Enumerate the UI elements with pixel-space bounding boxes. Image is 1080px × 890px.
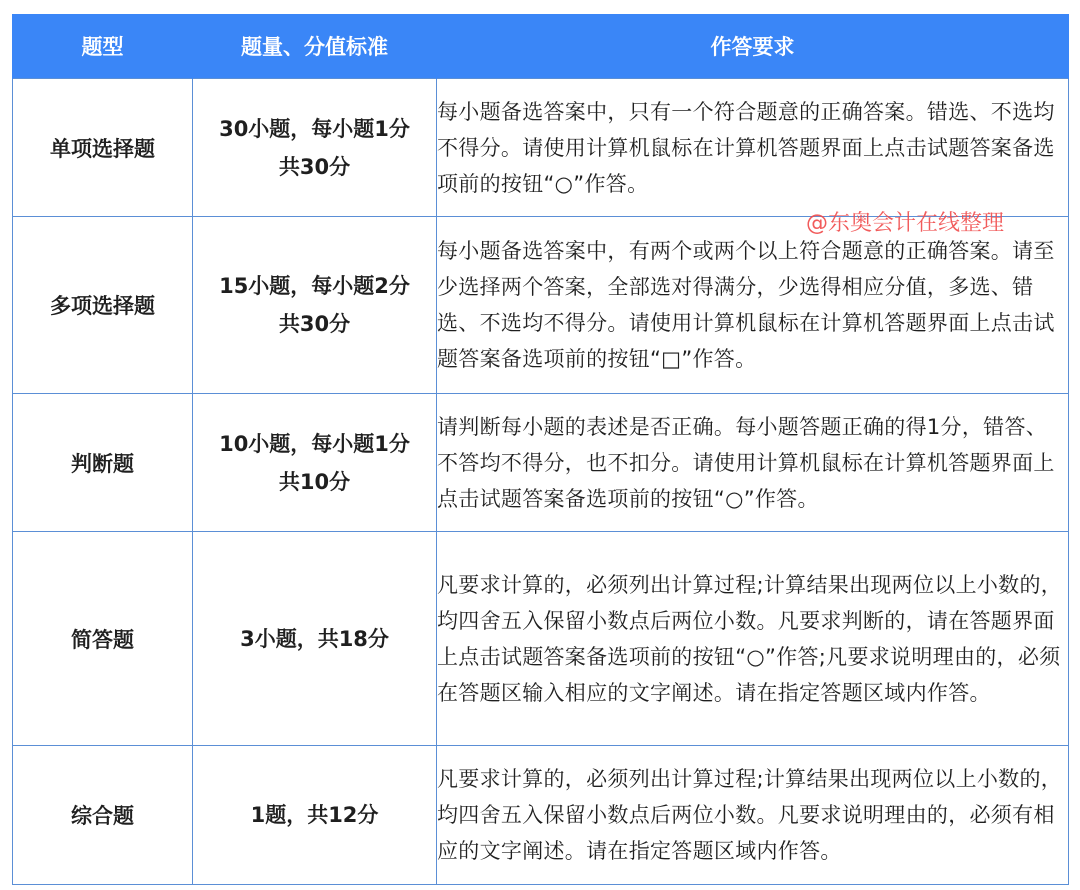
table-header-row	[13, 14, 1069, 79]
watermark: @东奥会计在线整理	[806, 211, 1005, 236]
score-line: 15小题，每小题2分	[219, 274, 410, 298]
table-row	[13, 532, 1069, 746]
row-requirement: 凡要求计算的，必须列出计算过程;计算结果出现两位以上小数的，均四舍五入保留小数点后两位小数。凡要求判断的，请在答题界面上点击试题答案备选项前的按钮“○”作答;凡要求说明理由的，必须在答题区输入相应的文字阐述。请在指定答题区域内作答。	[437, 532, 1069, 746]
row-score	[193, 79, 437, 217]
row-requirement: 每小题备选答案中，只有一个符合题意的正确答案。错选、不选均不得分。请使用计算机鼠标在计算机答题界面上点击试题答案备选项前的按钮“○”作答。	[437, 79, 1069, 217]
table-row	[13, 394, 1069, 532]
row-score	[193, 532, 437, 746]
row-score	[193, 217, 437, 394]
row-type: 判断题	[13, 394, 193, 532]
table-row	[13, 217, 1069, 394]
row-requirement: 凡要求计算的，必须列出计算过程;计算结果出现两位以上小数的，均四舍五入保留小数点后两位小数。凡要求说明理由的，必须有相应的文字阐述。请在指定答题区域内作答。	[437, 746, 1069, 885]
row-requirement: 请判断每小题的表述是否正确。每小题答题正确的得1分，错答、不答均不得分，也不扣分。请使用计算机鼠标在计算机答题界面上点击试题答案备选项前的按钮“○”作答。	[437, 394, 1069, 532]
row-requirement: 每小题备选答案中，有两个或两个以上符合题意的正确答案。请至少选择两个答案，全部选对得满分，少选得相应分值，多选、错选、不选均不得分。请使用计算机鼠标在计算机答题界面上点击试题答案备选项前的按钮“□”作答。	[437, 217, 1069, 394]
row-type: 综合题	[13, 746, 193, 885]
score-line: 3小题，共18分	[240, 626, 389, 651]
score-line: 共30分	[278, 312, 351, 336]
row-type: 简答题	[13, 532, 193, 746]
header-score: 题量、分值标准	[193, 14, 437, 79]
table-row	[13, 746, 1069, 885]
score-line: 1题，共12分	[250, 803, 379, 827]
table-row	[13, 79, 1069, 217]
row-type: 单项选择题	[13, 79, 193, 217]
row-type: 多项选择题	[13, 217, 193, 394]
score-line: 共10分	[278, 469, 351, 494]
header-type: 题型	[13, 14, 193, 79]
score-line: 30小题，每小题1分	[219, 116, 410, 141]
score-line: 10小题，每小题1分	[219, 431, 410, 456]
row-score	[193, 394, 437, 532]
header-requirement: 作答要求	[437, 14, 1069, 79]
exam-format-table	[12, 14, 1069, 885]
score-line: 共30分	[278, 154, 351, 179]
row-score	[193, 746, 437, 885]
